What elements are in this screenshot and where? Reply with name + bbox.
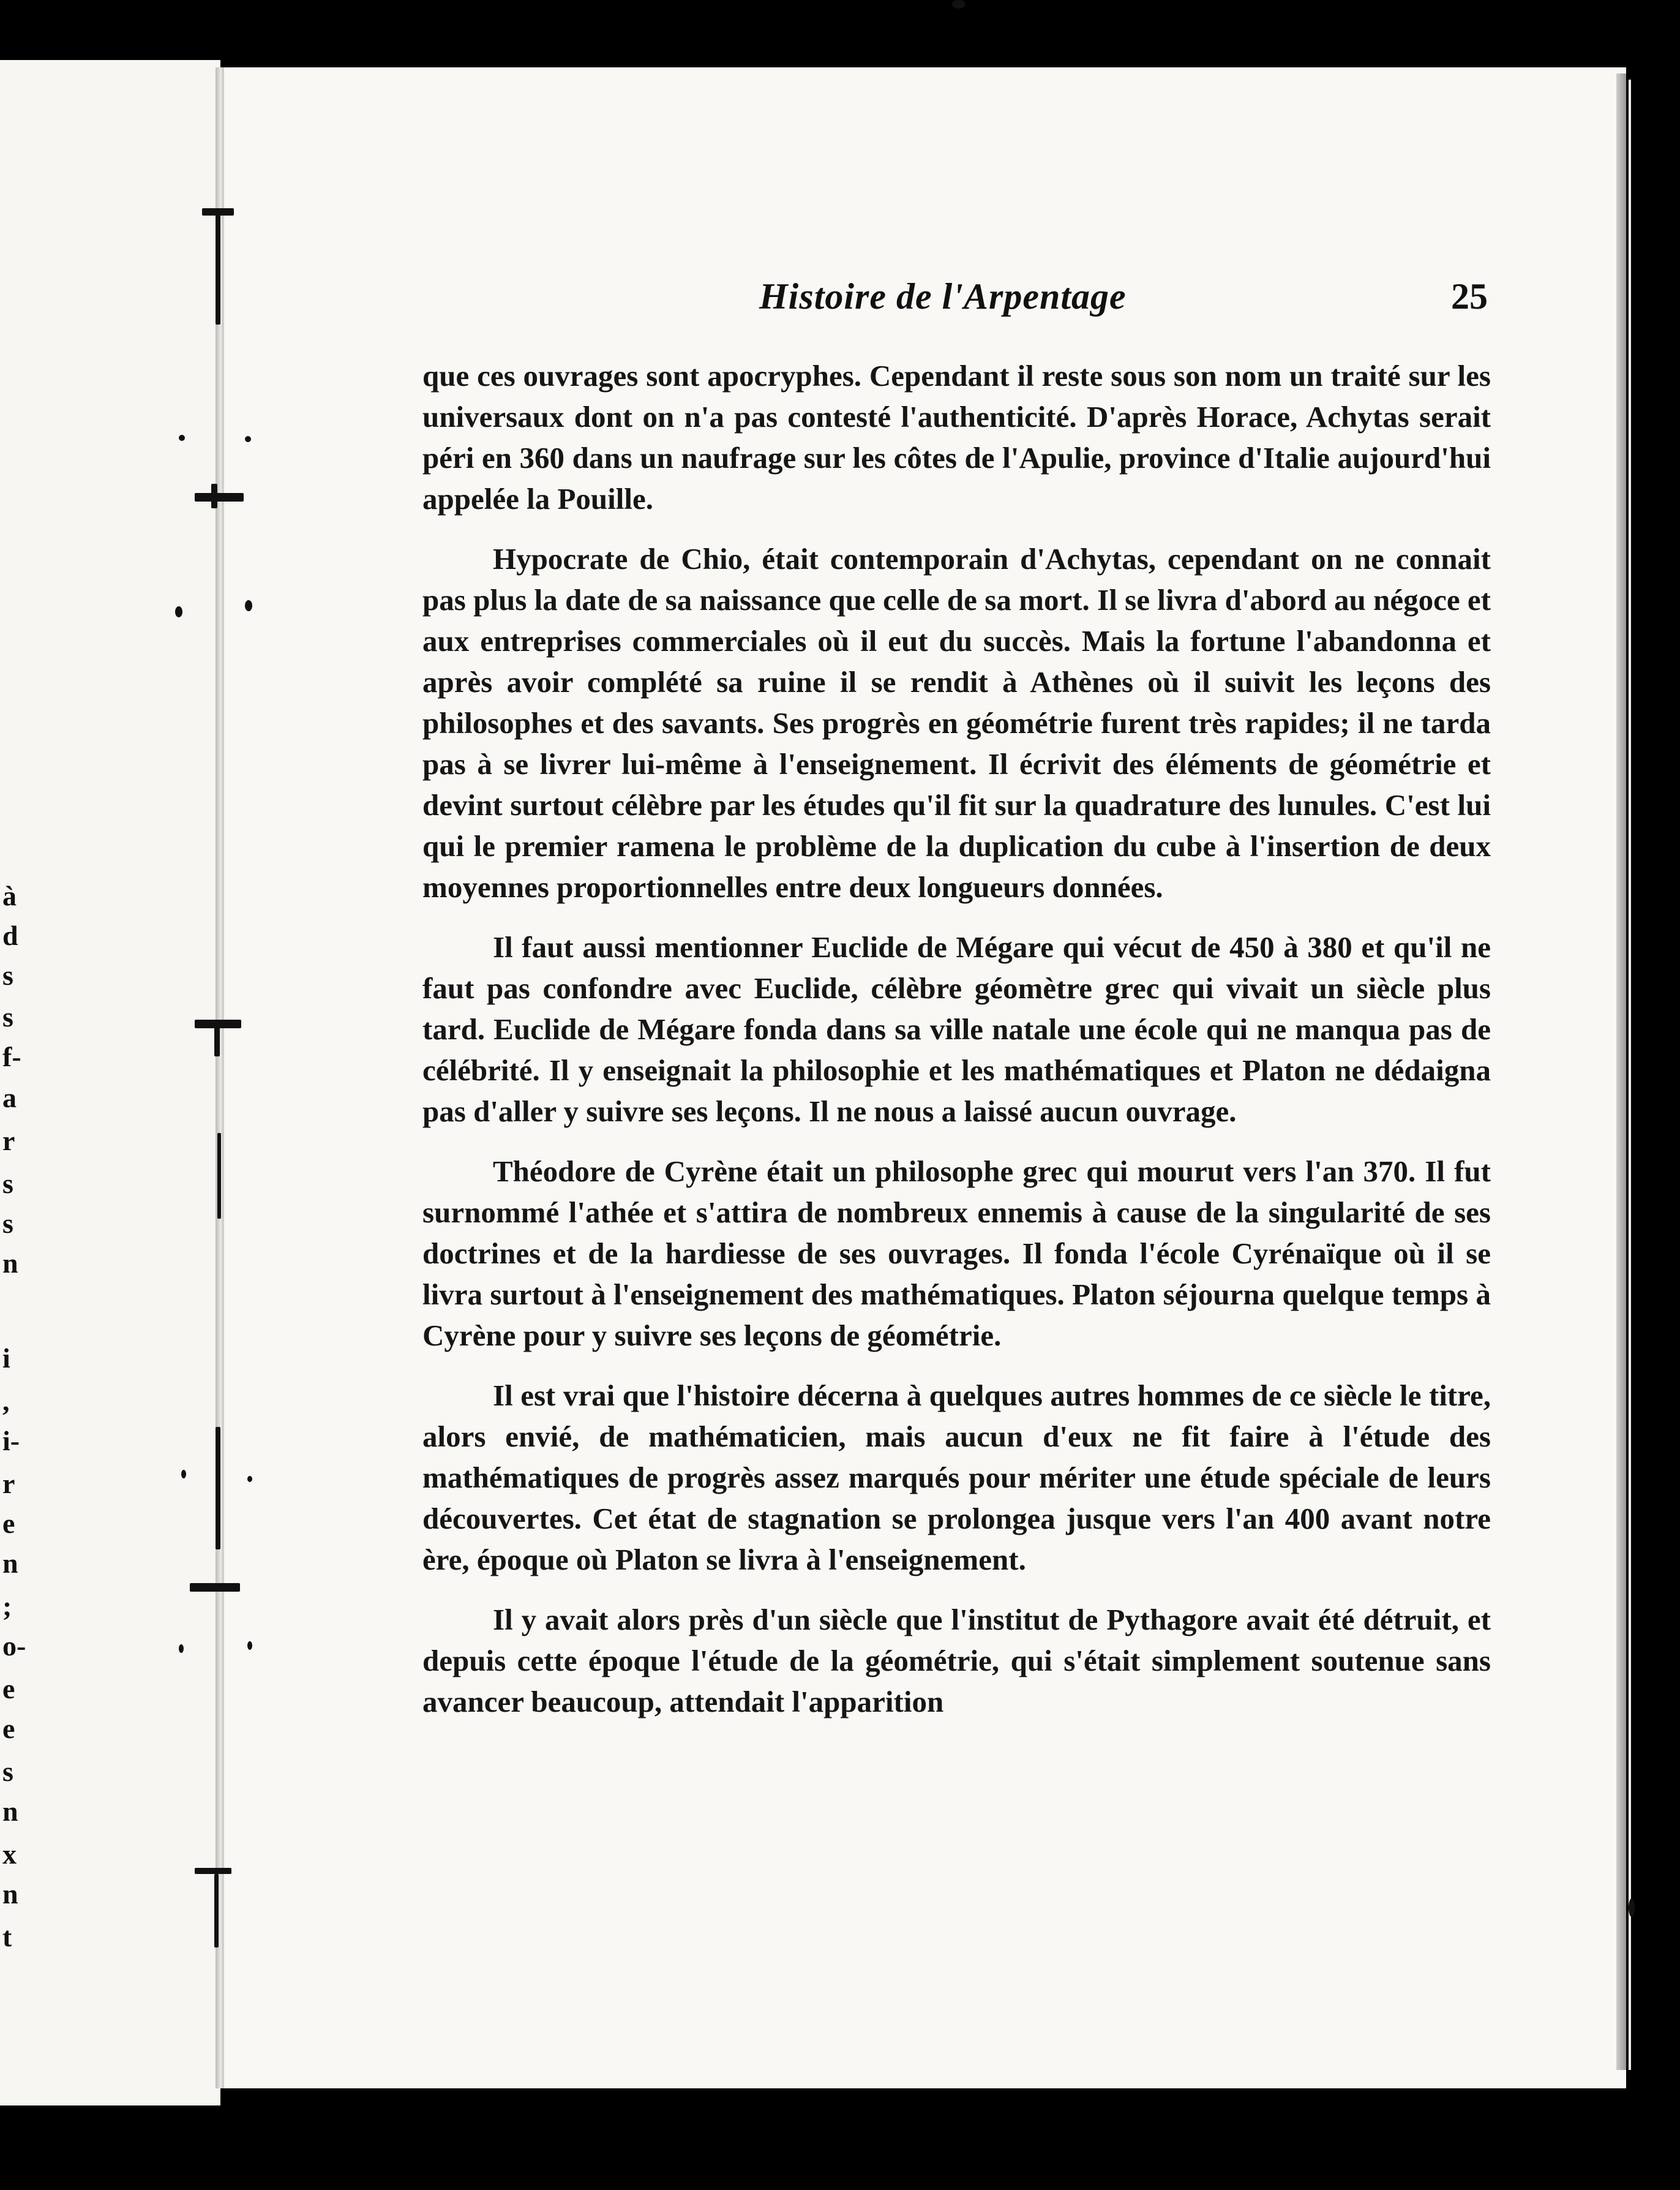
binding-speck — [181, 1470, 186, 1478]
margin-fragment: ; — [2, 1590, 12, 1622]
left-page — [0, 60, 220, 2105]
paragraph: Hypocrate de Chio, était contemporain d'Achytas, cependant on ne connait pas plus la date de sa naissance que celle de sa mort. Il se livra d'abord au négoce et aux entreprises commerciales où il eut du succès. Mais la fortune l'abandonna et après avoir complété sa ruine il se rendit à Athènes où il suivit les leçons des philosophes et des savants. Ses progrès en géométrie furent très rapides; il ne tarda pas à se livrer lui-même à l'enseignement. Il écrivit des éléments de géométrie et devint surtout célèbre par les études qu'il fit sur la quadrature des lunules. C'est lui qui le premier ramena le problème de la duplication du cube à l'insertion de deux moyennes proportionnelles entre deux longueurs données. — [422, 542, 1491, 904]
binding-stitch — [195, 1868, 231, 1874]
margin-fragment: e — [2, 1673, 15, 1704]
margin-fragment: s — [2, 1756, 13, 1787]
margin-fragment: e — [2, 1713, 15, 1744]
frame-edge — [1629, 80, 1631, 2070]
margin-fragment: n — [2, 1796, 18, 1827]
binding-speck — [247, 1476, 252, 1482]
margin-fragment: n — [2, 1247, 18, 1279]
binding-stitch — [214, 1020, 220, 1056]
binding-stitch — [216, 214, 220, 325]
binding-stitch — [216, 1427, 220, 1549]
binding-speck — [245, 600, 252, 611]
body-text — [422, 355, 1491, 1741]
binding-speck — [245, 436, 251, 442]
paragraph: Il y avait alors près d'un siècle que l'institut de Pythagore avait été détruit, et depuis cette époque l'étude de la géométrie, qui s'était simplement soutenue sans avancer beaucoup, attendait l'apparition — [422, 1603, 1491, 1718]
binding-stitch — [214, 1874, 219, 1947]
binding-stitch — [211, 484, 217, 508]
paragraph: Théodore de Cyrène était un philosophe grec qui mourut vers l'an 370. Il fut surnommé l'athée et s'attira de nombreux ennemis à cause de la singularité de ses doctrines et de la hardiesse de ses ouvrages. Il fonda l'école Cyrénaïque où il se livra surtout à l'enseignement des mathématiques. Platon séjourna quelque temps à Cyrène pour y suivre ses leçons de géométrie. — [422, 1154, 1491, 1352]
margin-fragment: s — [2, 1168, 13, 1199]
binding-speck — [247, 1641, 252, 1650]
page-edge — [1616, 73, 1626, 2070]
margin-fragment: n — [2, 1548, 18, 1579]
margin-fragment: d — [2, 920, 18, 951]
page-gutter — [216, 67, 222, 2088]
binding-speck — [179, 435, 185, 441]
margin-fragment: x — [2, 1838, 17, 1870]
binding-stitch — [190, 1583, 240, 1592]
binding-speck — [1629, 1898, 1635, 1917]
page-number: 25 — [1451, 276, 1488, 317]
margin-fragment: i — [2, 1342, 10, 1374]
binding-speck — [952, 0, 966, 9]
margin-fragment: n — [2, 1878, 18, 1910]
margin-fragment: i- — [2, 1425, 20, 1456]
binding-stitch — [195, 493, 244, 502]
margin-fragment: o- — [2, 1630, 26, 1661]
binding-speck — [179, 1644, 184, 1653]
paragraph: Il faut aussi mentionner Euclide de Mégare qui vécut de 450 à 380 et qu'il ne faut pas confondre avec Euclide, célèbre géomètre grec qui vivait un siècle plus tard. Euclide de Mégare fonda dans sa ville natale une école qui ne manqua pas de célébrité. Il y enseignait la philosophie et les mathématiques et Platon ne dédaigna pas d'aller y suivre ses leçons. Il ne nous a laissé aucun ouvrage. — [422, 930, 1491, 1128]
margin-fragment: t — [2, 1921, 12, 1952]
margin-fragment: e — [2, 1508, 15, 1539]
binding-speck — [175, 606, 182, 617]
margin-fragment: r — [2, 1468, 15, 1499]
margin-fragment: a — [2, 1082, 17, 1113]
margin-fragment: à — [2, 880, 17, 911]
binding-stitch — [217, 1133, 221, 1219]
paragraph: que ces ouvrages sont apocryphes. Cependant il reste sous son nom un traité sur les universaux dont on n'a pas contesté l'authenticité. D'après Horace, Achytas serait péri en 360 dans un naufrage sur les côtes de l'Apulie, province d'Italie aujourd'hui appelée la Pouille. — [422, 359, 1491, 516]
margin-fragment: s — [2, 1208, 13, 1239]
paragraph: Il est vrai que l'histoire décerna à quelques autres hommes de ce siècle le titre, alors envié, de mathématicien, mais aucun d'eux ne fit faire à l'étude des mathématiques de progrès assez marqués pour mériter une étude spéciale de leurs découvertes. Cet état de stagnation se prolongea jusque vers l'an 400 avant notre ère, époque où Platon se livra à l'enseignement. — [422, 1379, 1491, 1576]
running-header-title: Histoire de l'Arpentage — [759, 276, 1127, 317]
margin-fragment: r — [2, 1125, 15, 1156]
margin-fragment: , — [2, 1385, 10, 1417]
margin-fragment: s — [2, 960, 13, 991]
margin-fragment: s — [2, 1001, 13, 1033]
margin-fragment: f- — [2, 1041, 21, 1072]
